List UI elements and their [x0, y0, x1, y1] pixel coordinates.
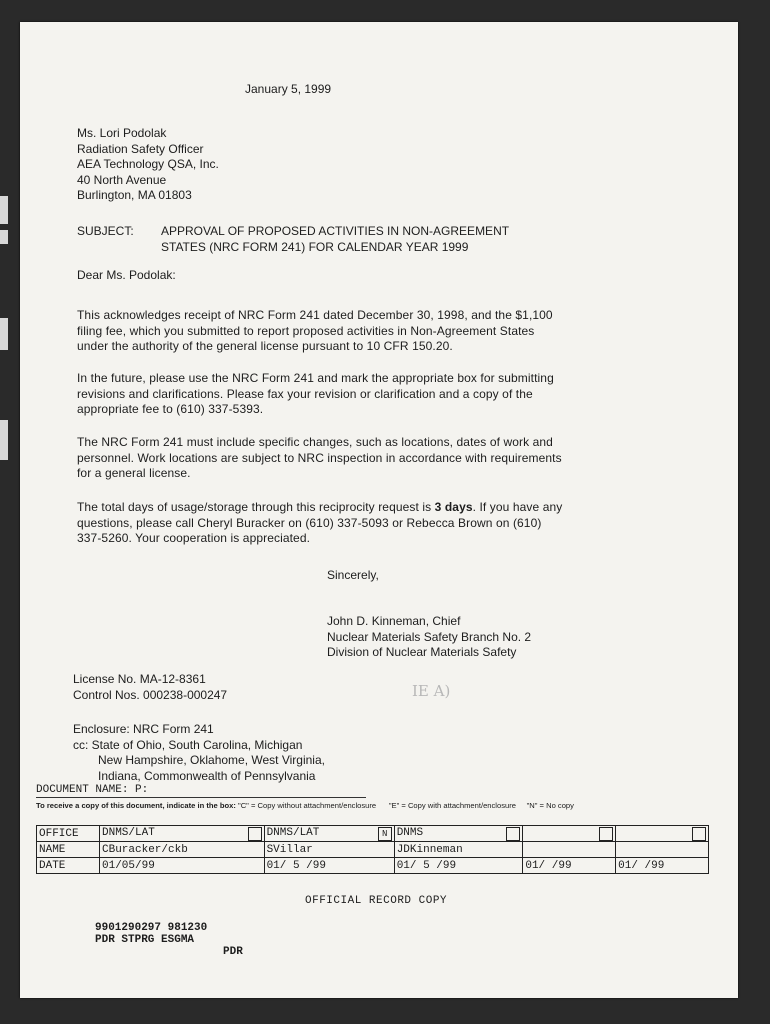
- name-cell: SVillar: [264, 842, 394, 858]
- signature-line: Division of Nuclear Materials Safety: [327, 645, 517, 659]
- pdr-line: PDR STPRG ESGMA: [95, 934, 195, 946]
- date-cell: 01/ 5 /99: [394, 858, 523, 874]
- paragraph-line: for a general license.: [77, 466, 191, 480]
- row-label-office: OFFICE: [37, 826, 100, 842]
- closing: Sincerely,: [327, 568, 379, 582]
- paragraph-line: questions, please call Cheryl Buracker on (610) 337-5093 or Rebecca Brown on (610): [77, 515, 542, 530]
- cc-line: cc: State of Ohio, South Carolina, Michigan: [73, 737, 303, 752]
- name-cell: JDKinneman: [394, 842, 523, 858]
- paragraph-line: appropriate fee to (610) 337-5393.: [77, 402, 264, 416]
- control-numbers: Control Nos. 000238-000247: [73, 687, 228, 702]
- copy-checkbox[interactable]: [692, 827, 706, 841]
- document-name: DOCUMENT NAME: P:: [36, 784, 149, 796]
- name-cell: [523, 842, 616, 858]
- office-name: DNMS: [396, 826, 424, 839]
- copy-checkbox[interactable]: N: [378, 827, 392, 841]
- cc-line: Indiana, Commonwealth of Pennsylvania: [98, 768, 316, 783]
- copy-option-c: "C" = Copy without attachment/enclosure: [238, 801, 377, 810]
- copy-checkbox[interactable]: [506, 827, 520, 841]
- copy-checkbox[interactable]: [599, 827, 613, 841]
- copy-checkbox[interactable]: [248, 827, 262, 841]
- usage-text-after: . If you have any: [472, 500, 563, 514]
- official-record-label: OFFICIAL RECORD COPY: [305, 895, 448, 907]
- office-name: DNMS/LAT: [266, 826, 320, 839]
- office-cell: [264, 826, 394, 842]
- recipient-line: AEA Technology QSA, Inc.: [77, 157, 219, 171]
- table-row-name: [37, 842, 709, 858]
- paragraph-line: [77, 500, 637, 516]
- date-cell: 01/ /99: [523, 858, 616, 874]
- paragraph-line: In the future, please use the NRC Form 241 and mark the appropriate box for submitting: [77, 371, 554, 385]
- copy-instruction-lead: To receive a copy of this document, indicate in the box:: [36, 801, 236, 810]
- recipient-line: Burlington, MA 01803: [77, 188, 192, 202]
- copy-instructions: [36, 801, 726, 810]
- usage-days: 3 days: [434, 500, 473, 514]
- office-name: DNMS/LAT: [102, 826, 155, 839]
- letter-date: January 5, 1999: [245, 82, 332, 96]
- license-number: License No. MA-12-8361: [73, 672, 206, 686]
- date-cell: 01/05/99: [100, 858, 265, 874]
- handwritten-mark: IE A): [412, 682, 451, 700]
- paragraph-line: under the authority of the general license pursuant to 10 CFR 150.20.: [77, 339, 453, 353]
- signature-block: [327, 614, 531, 661]
- office-cell: [523, 826, 616, 842]
- subject-text: [161, 224, 581, 255]
- copy-option-n: "N" = No copy: [526, 801, 574, 810]
- concurrence-table: [36, 825, 709, 874]
- salutation: Dear Ms. Podolak:: [77, 268, 176, 282]
- name-cell: [616, 842, 709, 858]
- office-cell: [100, 826, 265, 842]
- paragraph-line: revisions and clarifications. Please fax your revision or clarification and a copy of the: [77, 386, 533, 401]
- date-cell: 01/ /99: [616, 858, 709, 874]
- signature-line: John D. Kinneman, Chief: [327, 614, 461, 628]
- subject-line: STATES (NRC FORM 241) FOR CALENDAR YEAR 1999: [161, 239, 469, 254]
- enclosure-cc: [73, 722, 325, 784]
- recipient-address: [77, 126, 219, 204]
- license-info: [73, 672, 227, 703]
- pdr-line: 9901290297 981230: [95, 922, 208, 934]
- document-name-divider: [36, 797, 366, 798]
- recipient-line: Ms. Lori Podolak: [77, 126, 167, 140]
- enclosure-line: Enclosure: NRC Form 241: [73, 722, 214, 736]
- pdr-stamp: [95, 922, 243, 958]
- paragraph-future: [77, 371, 637, 418]
- name-cell: CBuracker/ckb: [100, 842, 265, 858]
- paragraph-usage: [77, 500, 637, 547]
- row-label-name: NAME: [37, 842, 100, 858]
- cc-line: New Hampshire, Oklahome, West Virginia,: [98, 753, 325, 767]
- subject-line: APPROVAL OF PROPOSED ACTIVITIES IN NON-AGREEMENT: [161, 224, 510, 238]
- paragraph-requirements: [77, 435, 637, 482]
- paragraph-line: personnel. Work locations are subject to NRC inspection in accordance with requirements: [77, 450, 562, 465]
- table-row-date: [37, 858, 709, 874]
- recipient-line: 40 North Avenue: [77, 172, 167, 187]
- paragraph-line: The NRC Form 241 must include specific changes, such as locations, dates of work and: [77, 435, 553, 449]
- date-cell: 01/ 5 /99: [264, 858, 394, 874]
- office-cell: [616, 826, 709, 842]
- recipient-line: Radiation Safety Officer: [77, 141, 204, 156]
- usage-text: The total days of usage/storage through this reciprocity request is: [77, 500, 435, 514]
- subject-label: SUBJECT:: [77, 224, 134, 238]
- letter-page: [20, 22, 738, 998]
- office-cell: [394, 826, 523, 842]
- signature-line: Nuclear Materials Safety Branch No. 2: [327, 629, 532, 644]
- scan-edge-marks: [0, 0, 14, 1024]
- table-row-office: [37, 826, 709, 842]
- paragraph-line: 337-5260. Your cooperation is appreciated.: [77, 531, 311, 545]
- copy-option-e: "E" = Copy with attachment/enclosure: [388, 801, 516, 810]
- pdr-line: PDR: [223, 946, 243, 958]
- row-label-date: DATE: [37, 858, 100, 874]
- paragraph-line: This acknowledges receipt of NRC Form 241 dated December 30, 1998, and the $1,100: [77, 308, 553, 322]
- paragraph-line: filing fee, which you submitted to report proposed activities in Non-Agreement States: [77, 323, 535, 338]
- paragraph-receipt: [77, 308, 637, 355]
